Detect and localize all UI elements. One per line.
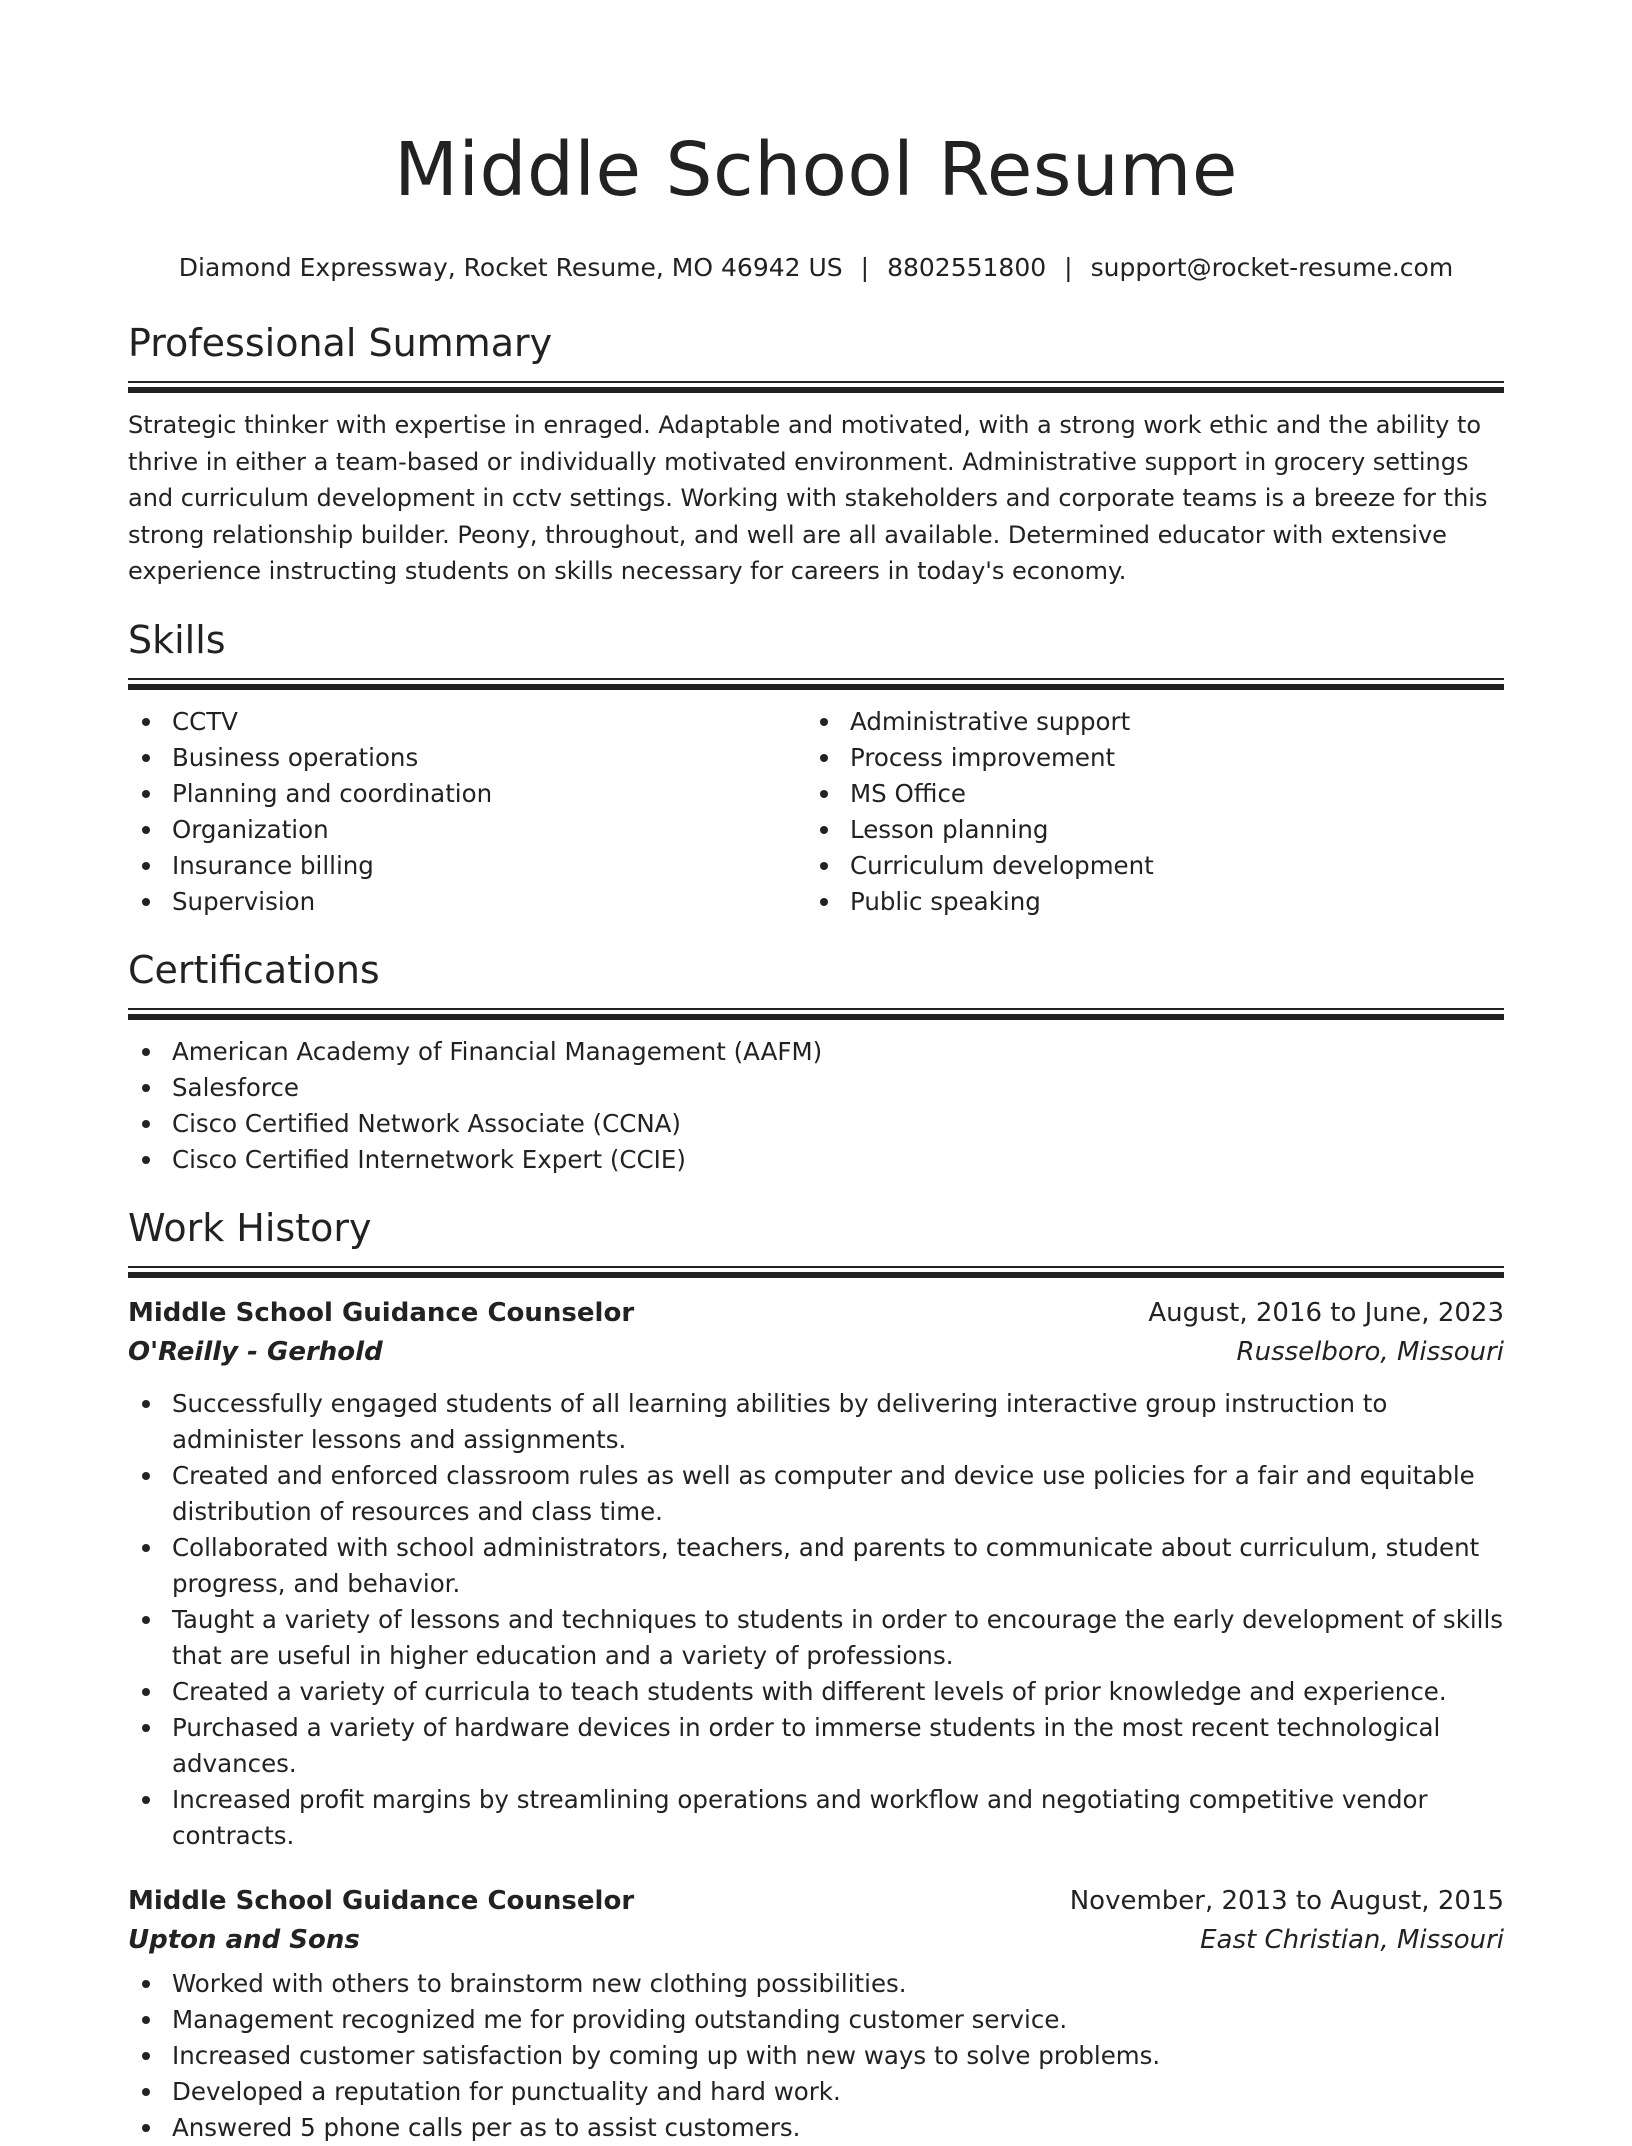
job-bullets [128,1966,1504,2146]
job-bullets [128,1386,1504,1854]
skill-item: Public speaking [806,884,1484,920]
section-title-work-history: Work History [128,1205,372,1250]
summary-section [128,319,1504,590]
job-bullet: Successfully engaged students of all learning abilities by delivering interactive group instruction to administer lessons and assignments. [128,1386,1504,1458]
contact-email: support@rocket-resume.com [1090,253,1454,282]
section-divider [128,1266,1504,1278]
certifications-list [128,1034,1504,1178]
certification-item: Salesforce [128,1070,1504,1106]
section-title-skills: Skills [128,617,226,662]
section-title-certifications: Certifications [128,947,380,992]
skill-item: Supervision [128,884,806,920]
job-bullet: Increased customer satisfaction by coming up with new ways to solve problems. [128,2038,1504,2074]
certification-item: American Academy of Financial Management (AAFM) [128,1034,1504,1070]
job-bullet: Created and enforced classroom rules as well as computer and device use policies for a fair and equitable distribution of resources and class time. [128,1458,1504,1530]
certification-item: Cisco Certified Network Associate (CCNA) [128,1106,1504,1142]
skill-item: Curriculum development [806,848,1484,884]
skill-item: Lesson planning [806,812,1484,848]
job-header [128,1294,1504,1333]
skill-item: Business operations [128,740,806,776]
section-divider [128,678,1504,690]
job-bullet: Developed a reputation for punctuality and hard work. [128,2074,1504,2110]
contact-separator: | [860,253,870,282]
job-company: Upton and Sons [128,1924,360,1955]
job-location: East Christian, Missouri [1200,1924,1504,1955]
skill-item: Planning and coordination [128,776,806,812]
certification-item: Cisco Certified Internetwork Expert (CCIE) [128,1142,1504,1178]
job-bullet: Taught a variety of lessons and techniques to students in order to encourage the early development of skills that are useful in higher education and a variety of professions. [128,1602,1504,1674]
contact-phone: 8802551800 [887,253,1047,282]
job-dates: August, 2016 to June, 2023 [1148,1297,1504,1328]
job-bullet: Created a variety of curricula to teach students with different levels of prior knowledge and experience. [128,1674,1504,1710]
section-divider [128,381,1504,393]
job-location: Russelboro, Missouri [1236,1336,1504,1367]
job-subheader [128,1333,1504,1372]
skill-item: Organization [128,812,806,848]
job-dates: November, 2013 to August, 2015 [1069,1885,1504,1916]
job-subheader [128,1921,1504,1960]
skill-item: Insurance billing [128,848,806,884]
skills-list-left [128,704,806,920]
job-entry [128,1882,1504,2146]
job-header [128,1882,1504,1921]
skills-section [128,616,1504,920]
job-entry [128,1294,1504,1854]
skill-item: Process improvement [806,740,1484,776]
section-divider [128,1008,1504,1020]
job-title: Middle School Guidance Counselor [128,1297,635,1328]
job-bullet: Increased profit margins by streamlining operations and workflow and negotiating competitive vendor contracts. [128,1782,1504,1854]
job-bullet: Worked with others to brainstorm new clothing possibilities. [128,1966,1504,2002]
job-bullet: Answered 5 phone calls per as to assist customers. [128,2110,1504,2146]
job-title: Middle School Guidance Counselor [128,1885,635,1916]
job-bullet: Collaborated with school administrators, teachers, and parents to communicate about curriculum, student progress, and behavior. [128,1530,1504,1602]
certifications-section [128,946,1504,1178]
job-bullet: Purchased a variety of hardware devices in order to immerse students in the most recent technological advances. [128,1710,1504,1782]
skill-item: MS Office [806,776,1484,812]
summary-text: Strategic thinker with expertise in enraged. Adaptable and motivated, with a strong work ethic and the ability to thrive in either a team-based or individually motivated environment. Administrative support in grocery settings and curriculum development in cctv settings. Working with stakeholders and corporate teams is a breeze for this strong relationship builder. Peony, throughout, and well are all available. Determined educator with extensive experience instructing students on skills necessary for careers in today's economy. [128,411,1488,585]
job-company: O'Reilly - Gerhold [128,1336,383,1367]
section-title-summary: Professional Summary [128,321,553,365]
skill-item: Administrative support [806,704,1484,740]
contact-address: Diamond Expressway, Rocket Resume, MO 46942 US [178,253,843,282]
skills-list-right [806,704,1484,920]
contact-line [128,252,1504,284]
resume-name: Middle School Resume [394,127,1238,213]
skill-item: CCTV [128,704,806,740]
job-bullet: Management recognized me for providing outstanding customer service. [128,2002,1504,2038]
contact-separator: | [1064,253,1073,282]
work-history-section [128,1204,1504,2146]
skills-grid [128,704,1504,920]
